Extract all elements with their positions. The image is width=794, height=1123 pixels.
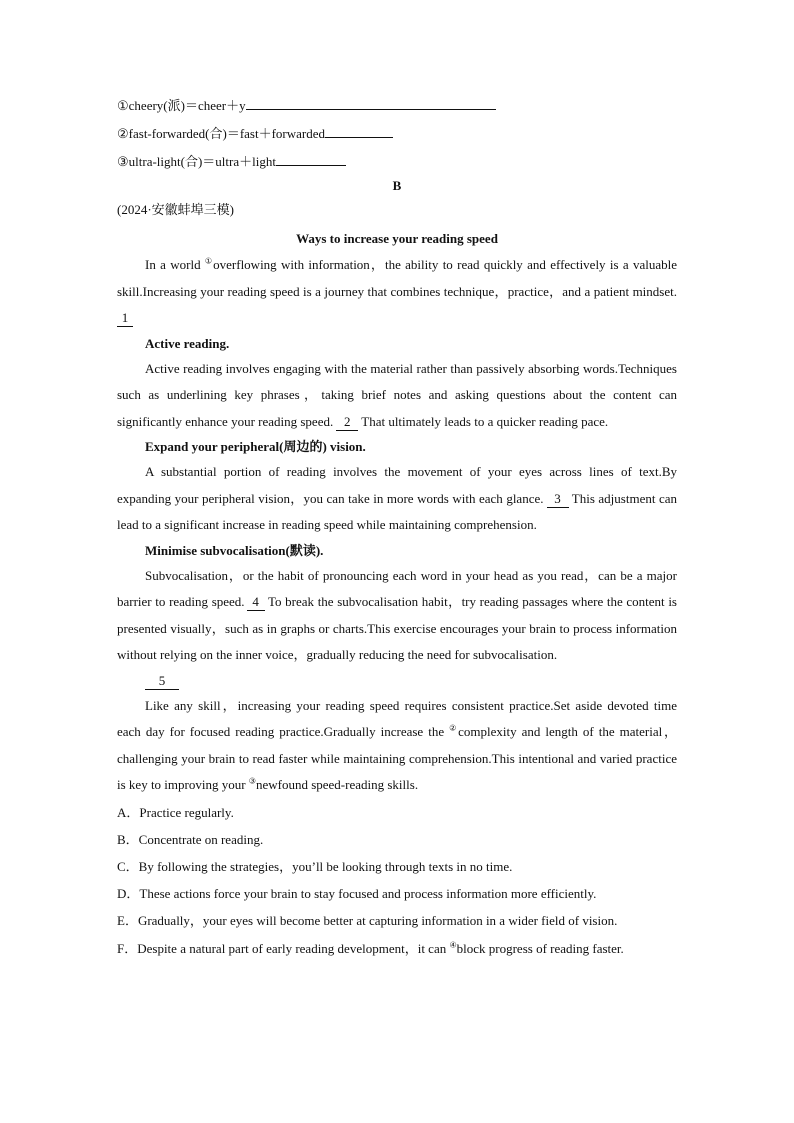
- section-paragraph: [117, 356, 677, 436]
- paragraph-text: That ultimately leads to a quicker reading pace.: [358, 413, 609, 429]
- gap-blank: 5: [145, 673, 179, 690]
- paragraph-text: Like any skill，increasing your reading speed requires consistent practice.Set aside devoted time each day for focused reading practice.Gradually increase the: [117, 697, 677, 739]
- intro-text: In a world: [145, 257, 205, 272]
- annotation-mark: ②: [449, 723, 459, 733]
- word-formation-item: [117, 92, 677, 120]
- option-item: D．These actions force your brain to stay focused and process information more efficiently.: [117, 886, 597, 902]
- paragraph-text: Subvocalisation，or the habit of pronouncing each word in your head as you read，can be a major barrier to reading speed.: [117, 567, 677, 609]
- answer-blank: [276, 151, 346, 166]
- option-item: E．Gradually，your eyes will become better at capturing information in a wider field of vision.: [117, 913, 618, 929]
- section-heading: Expand your peripheral(周边的) vision.: [145, 439, 366, 454]
- section-heading: Minimise subvocalisation(默读).: [145, 542, 324, 558]
- option-text: block progress of reading faster.: [456, 940, 624, 956]
- section-letter: B: [392, 178, 402, 193]
- answer-blank: [325, 123, 393, 138]
- annotation-mark: ③: [248, 776, 256, 786]
- word-formation-item: [117, 120, 677, 148]
- section-paragraph: [117, 563, 677, 669]
- section-heading-gap: [117, 669, 677, 693]
- gap-blank: 2: [336, 414, 358, 431]
- paragraph-text: This adjustment can lead to a significant increase in reading speed while maintaining comprehension.: [117, 490, 677, 532]
- option-item: A．Practice regularly.: [117, 804, 234, 820]
- answer-blank: [246, 95, 496, 110]
- section-heading: Active reading.: [145, 335, 230, 351]
- options-list: [117, 799, 677, 962]
- paragraph-text: newfound speed-reading skills.: [255, 777, 419, 792]
- gap-blank: 3: [547, 491, 569, 508]
- option-text: F．Despite a natural part of early reading development，it can: [117, 940, 450, 956]
- option-item: C．By following the strategies，you’ll be looking through texts in no time.: [117, 858, 513, 874]
- paragraph-text: To break the subvocalisation habit，try reading passages where the content is presented visually，such as in graphs or charts.This exercise encourages your brain to process information without relying on the inner voice，gradually reducing the need for subvocalisation.: [117, 594, 677, 662]
- option-item: [117, 935, 677, 962]
- annotation-mark: ④: [449, 940, 457, 950]
- document-page: [117, 92, 677, 962]
- word-formation-text: ②fast-forwarded(合)＝fast＋forwarded: [117, 126, 326, 141]
- word-formation-list: [117, 92, 677, 176]
- passage-title: Ways to increase your reading speed: [296, 231, 498, 246]
- paragraph-text: A substantial portion of reading involves the movement of your eyes across lines of text.By expanding your peripheral vision，you can take in more words with each glance.: [117, 464, 677, 506]
- word-formation-text: ①cheery(派)＝cheer＋y: [117, 98, 246, 113]
- annotation-mark: ①: [204, 256, 214, 266]
- paragraph-text: complexity and length of the material，challenging your brain to read faster while maintaining comprehension.This intentional and varied practice is key to improving your: [117, 724, 677, 792]
- word-formation-text: ③ultra-light(合)＝ultra＋light: [117, 154, 276, 169]
- gap-blank: 4: [247, 594, 265, 611]
- section-paragraph: [117, 693, 677, 799]
- option-item: B．Concentrate on reading.: [117, 831, 264, 847]
- gap-blank: 1: [117, 310, 133, 327]
- section-paragraph: [117, 459, 677, 539]
- intro-text: overflowing with information，the ability to read quickly and effectively is a valuable skill.Increasing your reading speed is a journey that combines technique，practice，and a patient mindset.: [117, 257, 677, 299]
- source-label: (2024·安徽蚌埠三模): [117, 202, 234, 217]
- paragraph-text: Active reading involves engaging with the material rather than passively absorbing words.Techniques such as underlining key phrases，taking brief notes and asking questions about the content can significantly enhance your reading speed.: [117, 360, 677, 429]
- word-formation-item: [117, 148, 677, 176]
- intro-paragraph: [117, 252, 677, 332]
